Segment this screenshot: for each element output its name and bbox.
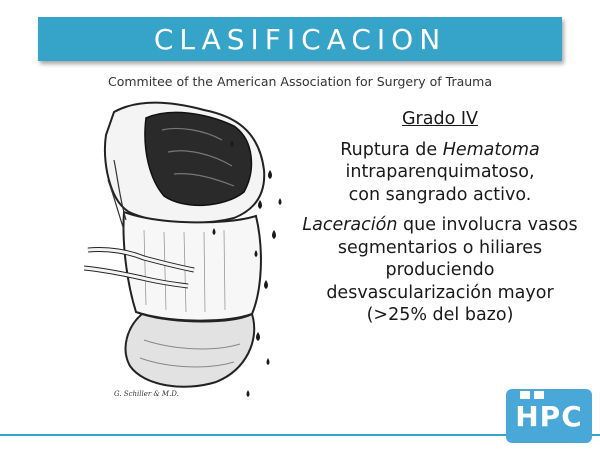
laceration-line3: produciendo [385,260,495,280]
laceration-line2: segmentarios o hiliares [337,237,543,258]
rupture-line3: con sangrado activo. [348,184,532,205]
rupture-prefix: Ruptura de [340,139,443,160]
logo-accent-right [534,391,544,399]
laceration-italic: Laceración [302,215,398,235]
illustration-signature: G. Schiller & M.D. [114,390,179,398]
laceration-paragraph [290,214,590,327]
logo-accent-left [520,391,530,399]
rupture-italic: Hematoma [442,139,540,160]
title-bar [38,17,562,61]
logo-text: HPC [515,399,583,433]
grade-content [290,108,590,335]
laceration-line5: (>25% del bazo) [366,305,514,325]
laceration-rest: que involucra vasos [397,215,578,235]
slide-title: CLASIFICACION [153,22,447,56]
grade-heading: Grado IV [402,109,478,129]
spleen-illustration [84,100,290,400]
laceration-line4: desvascularización mayor [326,282,554,303]
rupture-line2: intraparenquimatoso, [345,162,535,182]
logo-box [506,389,592,443]
hpc-logo [506,389,592,443]
rupture-paragraph [290,139,590,207]
slide-subtitle: Commitee of the American Association for Surgery of Trauma [107,74,493,89]
